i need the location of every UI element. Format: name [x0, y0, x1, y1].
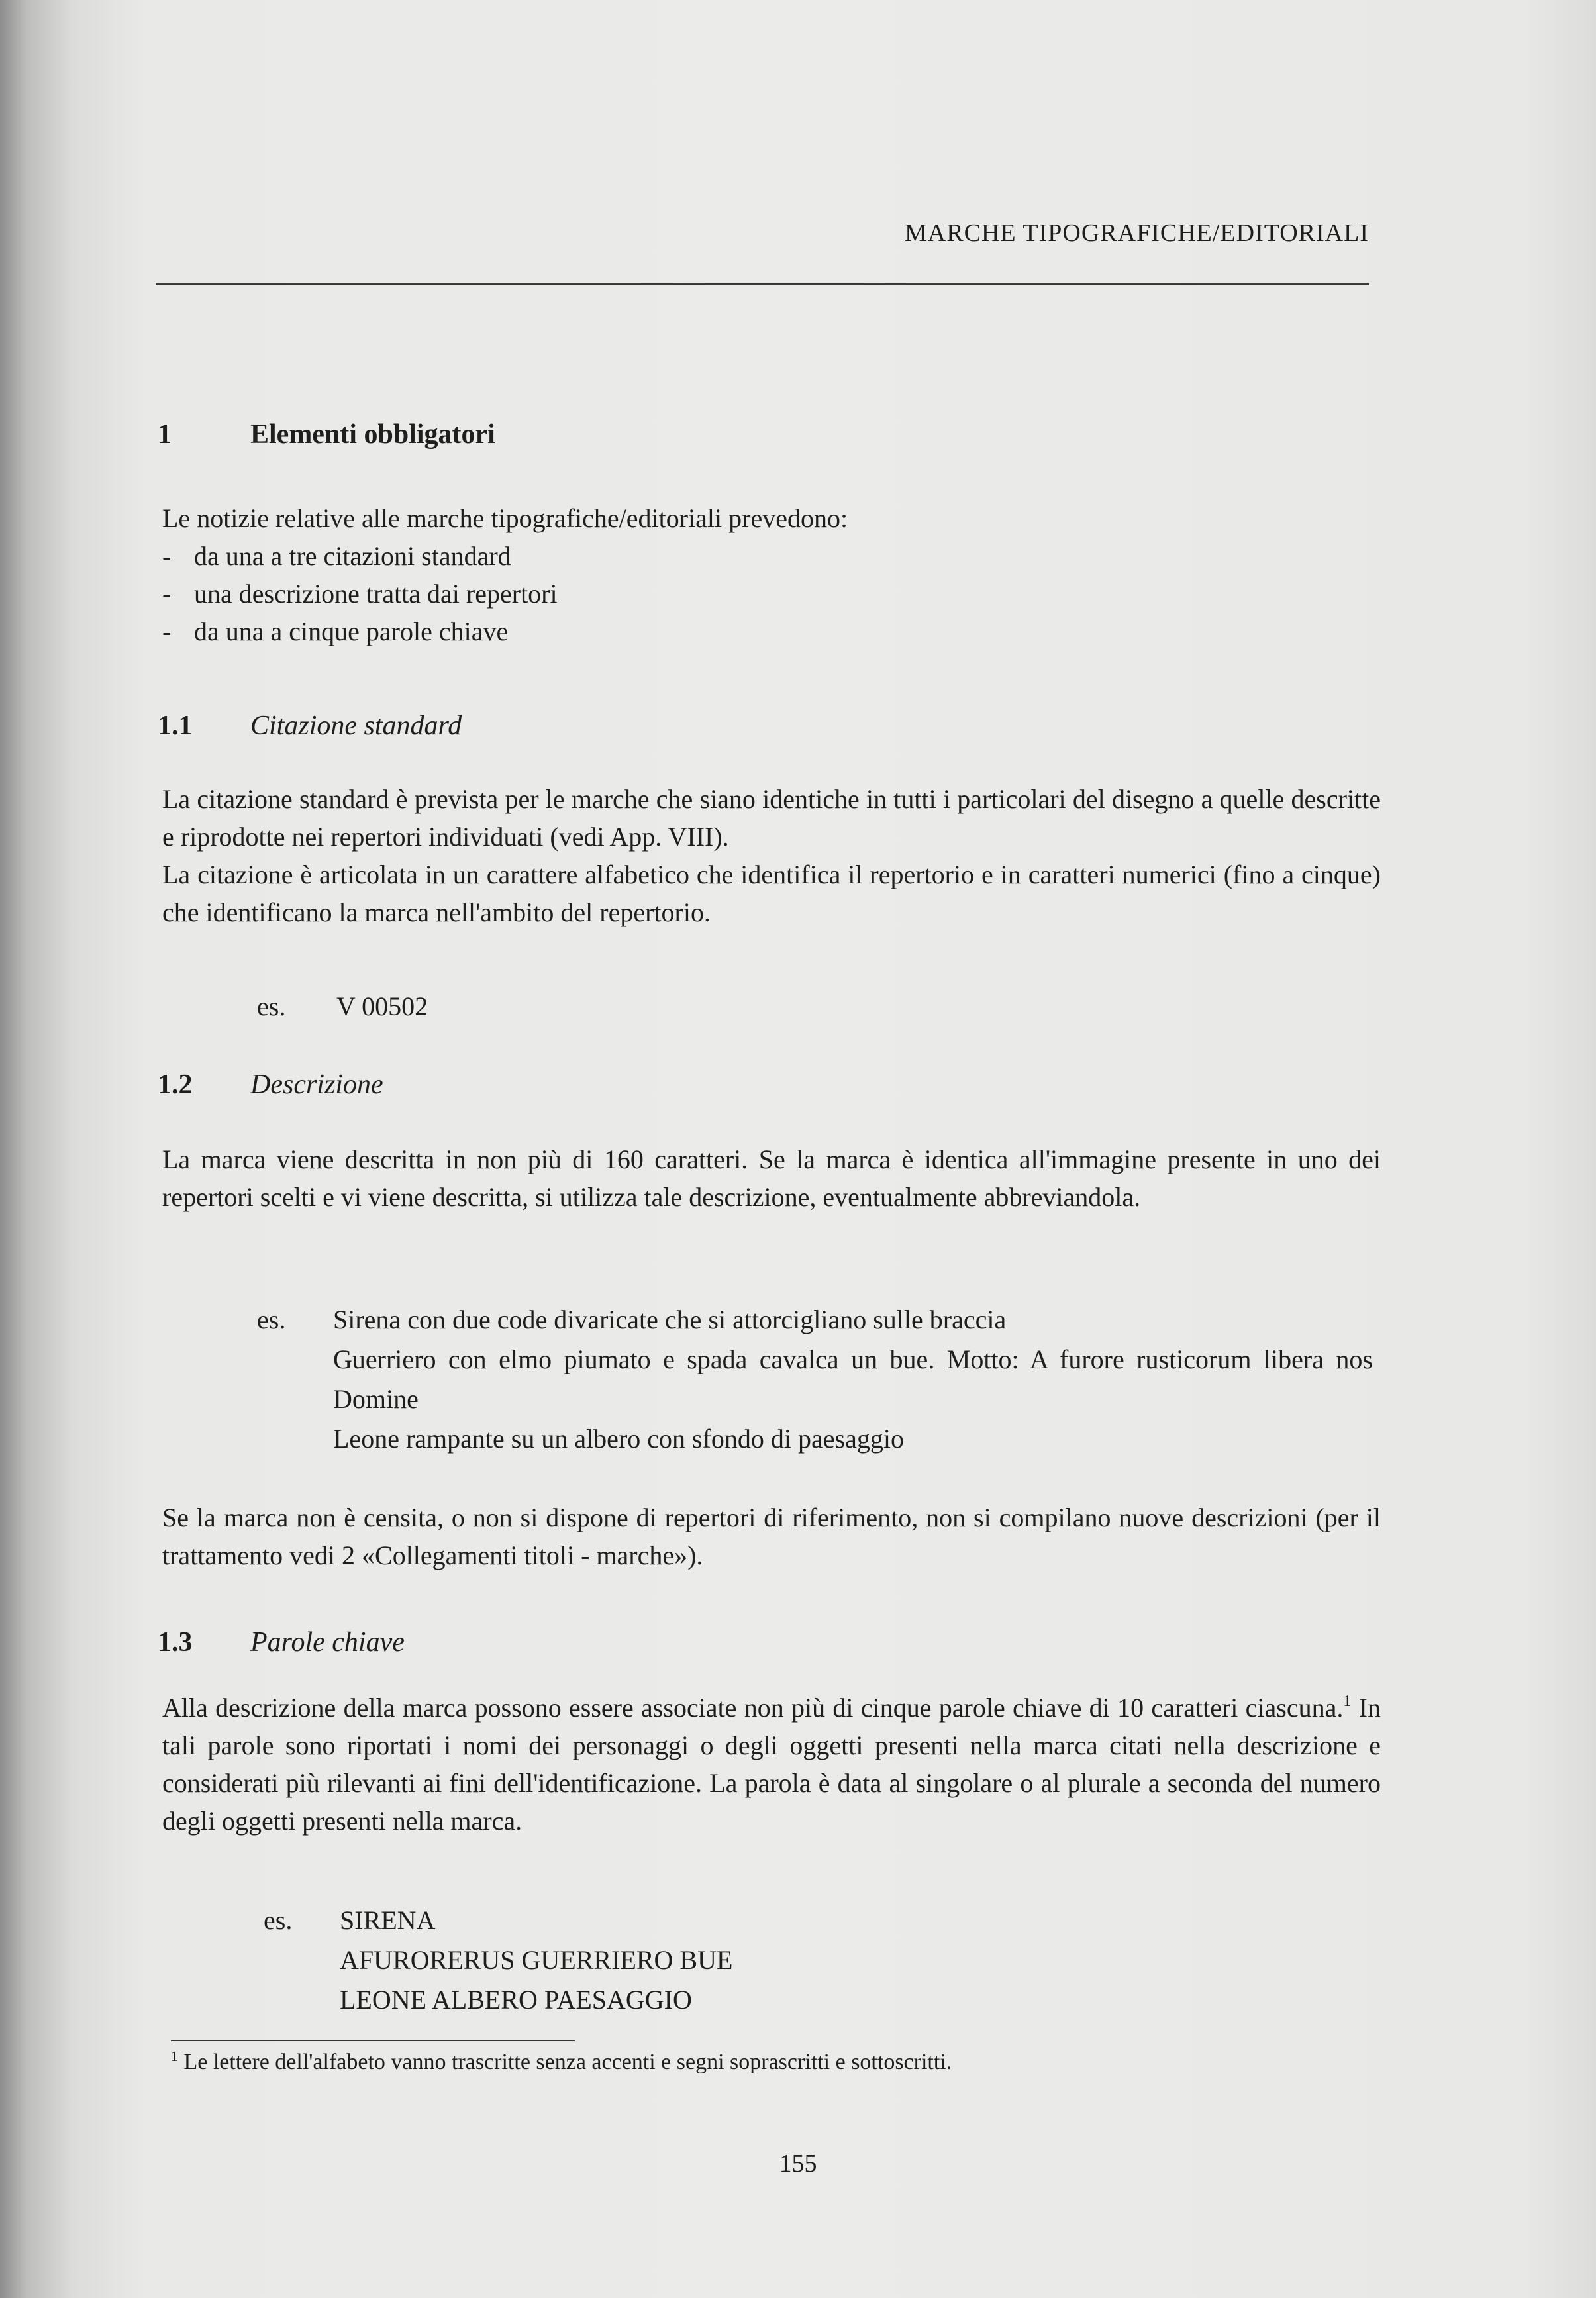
paragraph: Se la marca non è censita, o non si dispone di repertori di riferimento, non si compilano nuove descrizioni (per il trattamento vedi 2 «Collegamenti titoli - marche»).	[162, 1503, 1381, 1570]
example-label: es.	[257, 991, 286, 1021]
list-dash: -	[162, 617, 172, 646]
example-line: Sirena con due code divaricate che si attorcigliano sulle braccia	[333, 1305, 1007, 1334]
paragraph: La citazione è articolata in un carattere alfabetico che identifica il repertorio e in caratteri numerici (fino a cinque) che identificano la marca nell'ambito del repertorio.	[162, 860, 1381, 927]
example-list	[333, 1300, 1373, 1459]
example-label: es.	[264, 1905, 293, 1935]
paragraph: La citazione standard è prevista per le marche che siano identiche in tutti i particolari del disegno a quelle descritte e riprodotte nei repertori individuati (vedi App. VIII).	[162, 784, 1381, 852]
section-1-2-heading	[158, 1069, 383, 1101]
requirements-list	[162, 537, 1381, 650]
section-title: Descrizione	[250, 1070, 383, 1100]
keyword-line: LEONE ALBERO PAESAGGIO	[340, 1985, 692, 2015]
section-title: Citazione standard	[250, 711, 462, 741]
footnote-ref: 1	[1343, 1693, 1352, 1710]
section-1-1-heading	[158, 710, 462, 742]
example-label: es.	[257, 1305, 286, 1334]
section-1-3-body	[162, 1689, 1381, 1840]
section-number: 1.1	[158, 711, 193, 741]
example-keywords	[264, 1901, 1058, 2026]
example-value: V 00502	[336, 991, 428, 1021]
footnote	[171, 2050, 1363, 2075]
keyword-line: SIRENA	[340, 1905, 436, 1935]
section-number: 1.2	[158, 1070, 193, 1100]
section-title: Elementi obbligatori	[250, 419, 495, 450]
section-number: 1.3	[158, 1627, 193, 1658]
keyword-list	[340, 1901, 1379, 2020]
list-item: - da una a cinque parole chiave	[162, 613, 1381, 650]
running-header: MARCHE TIPOGRAFICHE/EDITORIALI	[905, 219, 1369, 247]
example-line: Leone rampante su un albero con sfondo di paesaggio	[333, 1424, 904, 1454]
section-number: 1	[158, 419, 172, 450]
example-line: Guerriero con elmo piumato e spada cavalca un bue. Motto: A furore rusticorum libera nos Domine	[333, 1344, 1373, 1414]
list-dash: -	[162, 541, 172, 571]
footnote-number: 1	[171, 2048, 178, 2064]
section-title: Parole chiave	[250, 1627, 405, 1658]
section-1-1-body	[162, 780, 1381, 931]
section-1-2-body	[162, 1140, 1381, 1216]
list-item: - una descrizione tratta dai repertori	[162, 575, 1381, 613]
intro-paragraph: Le notizie relative alle marche tipografiche/editoriali prevedono:	[162, 503, 848, 533]
keyword-line: AFURORERUS GUERRIERO BUE	[340, 1945, 733, 1975]
list-item: - da una a tre citazioni standard	[162, 537, 1381, 575]
header-rule	[156, 283, 1369, 285]
section-1-2-note	[162, 1499, 1381, 1574]
example-descriptions	[257, 1300, 1383, 1472]
section-1-3-heading	[158, 1626, 405, 1658]
footnote-rule	[171, 2040, 575, 2041]
list-dash: -	[162, 579, 172, 609]
page-number: 155	[779, 2150, 817, 2177]
section-1-body	[162, 499, 1381, 650]
paragraph: La marca viene descritta in non più di 160 caratteri. Se la marca è identica all'immagine presente in uno dei repertori scelti e vi viene descritta, si utilizza tale descrizione, eventualmente abbreviandola.	[162, 1144, 1381, 1212]
section-1-heading	[158, 419, 495, 450]
footnote-text: Le lettere dell'alfabeto vanno trascritte senza accenti e segni soprascritti e sottoscritti.	[183, 2050, 952, 2074]
paragraph: Alla descrizione della marca possono essere associate non più di cinque parole chiave di 10 caratteri ciascuna.$^1$ In tali parole sono riportati i nomi dei personaggi o degli oggetti presenti nella marca citati nella descrizione e considerati più rilevanti ai fini dell'identificazione. La parola è data al singolare o al plurale a seconda del numero degli oggetti presenti nella marca.	[162, 1693, 1381, 1836]
